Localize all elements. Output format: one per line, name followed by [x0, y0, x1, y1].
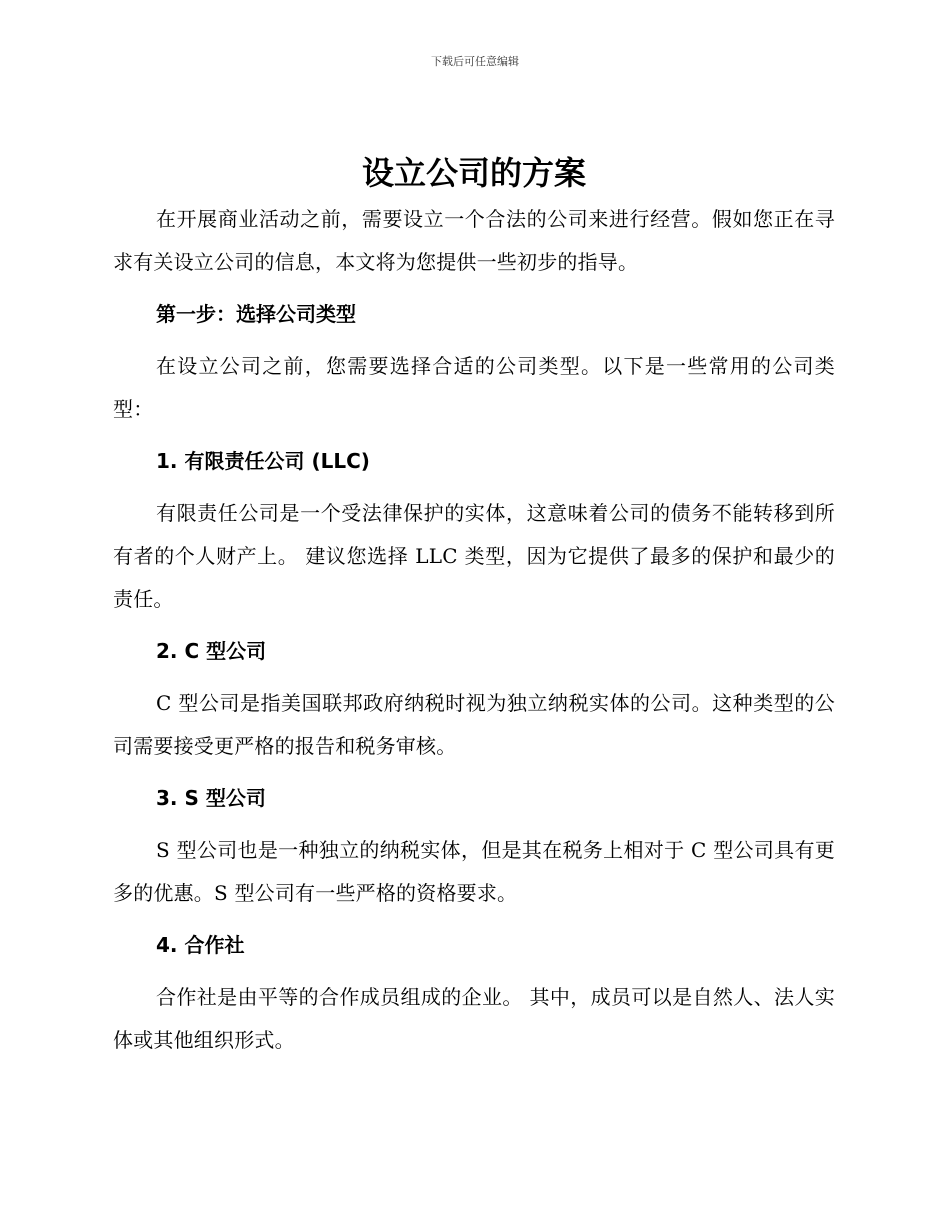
type-paragraph-cooperative: 合作社是由平等的合作成员组成的企业。 其中，成员可以是自然人、法人实体或其他组织形式。	[113, 985, 835, 1052]
type-paragraph-s-corp: S 型公司也是一种独立的纳税实体，但是其在税务上相对于 C 型公司具有更多的优惠。S 型公司有一些严格的资格要求。	[113, 838, 835, 905]
step1-paragraph: 在设立公司之前，您需要选择合适的公司类型。以下是一些常用的公司类型：	[113, 354, 835, 421]
type-heading-s-corp: 3. S 型公司	[156, 786, 266, 810]
step1-heading: 第一步：选择公司类型	[156, 302, 356, 326]
type-heading-c-corp: 2. C 型公司	[156, 639, 267, 663]
document-content	[113, 150, 835, 1062]
header-note: 下载后可任意编辑	[431, 55, 519, 68]
type-paragraph-llc: 有限责任公司是一个受法律保护的实体，这意味着公司的债务不能转移到所有者的个人财产上。 建议您选择 LLC 类型，因为它提供了最多的保护和最少的责任。	[113, 501, 835, 611]
type-heading-cooperative: 4. 合作社	[156, 933, 245, 957]
type-heading-llc: 1. 有限责任公司 (LLC)	[156, 449, 370, 473]
type-paragraph-c-corp: C 型公司是指美国联邦政府纳税时视为独立纳税实体的公司。这种类型的公司需要接受更严格的报告和税务审核。	[113, 691, 835, 758]
document-title: 设立公司的方案	[361, 154, 586, 192]
intro-paragraph: 在开展商业活动之前，需要设立一个合法的公司来进行经营。假如您正在寻求有关设立公司的信息，本文将为您提供一些初步的指导。	[113, 207, 835, 274]
